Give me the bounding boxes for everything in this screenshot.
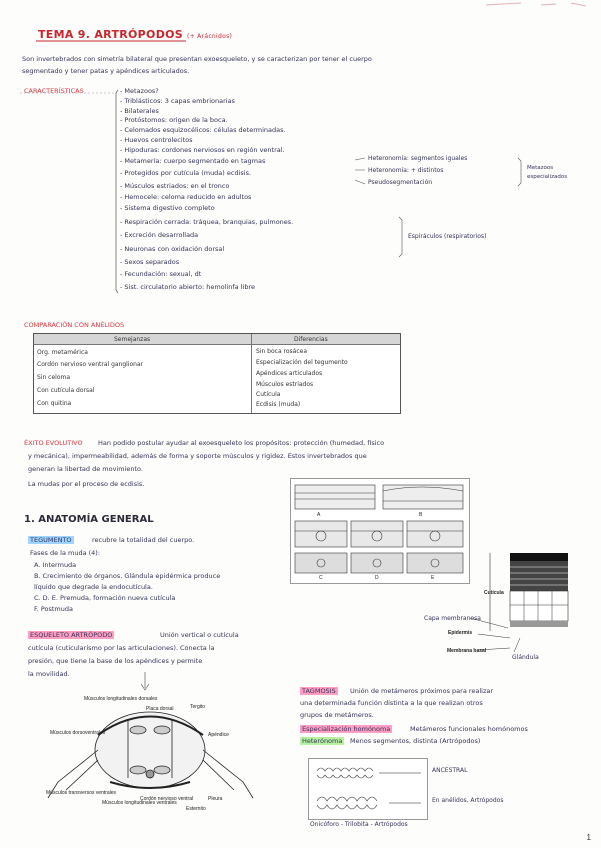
- tagmosis-line: grupos de metámeros.: [300, 711, 374, 719]
- body-label: Músculos transversos ventrales: [46, 790, 117, 796]
- molt-stages-drawing: [291, 479, 469, 583]
- caracteristicas-label: CARACTERÍSTICAS: [24, 87, 84, 95]
- tagmosis-line: una determinada función distinta a la que realizan otros: [300, 699, 483, 707]
- evolution-figure: [308, 758, 428, 820]
- tegumento-line: C. D. E. Premuda, formación nueva cutícula: [34, 594, 176, 602]
- epidermis-label: Epidermis: [448, 630, 473, 636]
- resp-note: Espiráculos (respiratorios): [408, 233, 487, 240]
- list-item: - Sist. circulatorio abierto: hemolinfa libre: [120, 283, 255, 291]
- glandula-label: Glándula: [512, 654, 539, 661]
- table-cell: Con cutícula dorsal: [37, 387, 95, 394]
- molt-label: A: [317, 512, 321, 518]
- title-tag: (+ Arácnidos): [187, 33, 233, 40]
- exito-line-3: generan la libertad de movimiento.: [28, 465, 143, 473]
- list-item: - Respiración cerrada: tráquea, branquias, pulmones.: [120, 218, 294, 226]
- table-cell: Cutícula: [256, 391, 281, 398]
- table-cell: Músculos estriados: [256, 381, 314, 388]
- tagma-side-2: especializados: [527, 174, 568, 180]
- body-label: Pleura: [208, 796, 223, 802]
- section-title: 1. ANATOMÍA GENERAL: [24, 514, 154, 525]
- table-cell: Apéndices articulados: [256, 370, 323, 377]
- list-item: - Huevos centrolecitos: [120, 136, 193, 144]
- tagmosis-line: Unión de metámeros próximos para realizar: [350, 687, 494, 695]
- evol-label-ancestral: ANCESTRAL: [432, 767, 468, 774]
- table-cell: Cordón nervioso ventral ganglionar: [37, 361, 144, 368]
- table-cell: Sin boca rosácea: [256, 348, 308, 355]
- list-item: - Músculos estriados: en el tronco: [120, 182, 230, 190]
- tegumento-label: TEGUMENTO: [30, 536, 72, 544]
- exito-label: ÉXITO EVOLUTIVO: [24, 439, 83, 447]
- molt-stages-figure: [290, 478, 470, 584]
- title-underline: [36, 40, 196, 43]
- page-header-faint: [481, 0, 591, 10]
- tagma-type-label: Especialización homónoma: [302, 725, 391, 733]
- esqueleto-line: cutícula (cuticularismo por las articulaciones). Conecta la: [28, 644, 215, 652]
- header-semejanzas: Semejanzas: [114, 336, 151, 343]
- list-item: - Excreción desarrollada: [120, 231, 199, 239]
- table-cell: Sin celoma: [37, 374, 71, 381]
- molt-label: B: [419, 512, 423, 518]
- evolution-drawing: [309, 759, 427, 819]
- tagma-type-text: Menos segmentos, distinta (Artrópodos): [350, 737, 481, 745]
- list-item: - Celomados esquizocélicos: células determinadas.: [120, 126, 286, 134]
- esqueleto-label: ESQUELETO ARTRÓPODO: [30, 631, 113, 639]
- cuticle-label: Cutícula: [484, 590, 504, 596]
- tagma-type-text: Metámeros funcionales homónomos: [410, 725, 528, 733]
- table-cell: Especialización del tegumento: [256, 359, 348, 366]
- tegumento-line: A. Intermuda: [34, 561, 77, 569]
- list-item: - Sistema digestivo completo: [120, 204, 215, 212]
- list-item: - Metazoos?: [120, 87, 159, 95]
- list-item: - Bilaterales: [120, 107, 159, 115]
- tegumento-line: B. Crecimiento de órganos. Glándula epidérmica produce: [34, 572, 221, 580]
- tagma-arrows: [355, 156, 367, 188]
- evol-caption: Onicóforo - Trilobita - Artrópodos: [310, 821, 408, 828]
- table-cell: Con quitina: [37, 400, 72, 407]
- body-label: Músculos dorsoventrales: [50, 730, 106, 736]
- membrana-basal-label: Membrana basal: [447, 648, 487, 654]
- tegumento-line: F. Postmuda: [34, 605, 73, 613]
- list-item: - Hipoduras: cordones nerviosos en región ventral.: [120, 146, 285, 154]
- tagma-note-3: Pseudosegmentación: [368, 179, 433, 186]
- esqueleto-line: la movilidad.: [28, 670, 70, 678]
- tagma-side-bracket: [517, 158, 523, 186]
- list-item: - Protegidos por cutícula (muda) ecdisis.: [120, 169, 252, 177]
- list-item: - Neuronas con oxidación dorsal: [120, 245, 225, 253]
- tegumento-line: líquido que degrade la endocutícula.: [34, 583, 153, 591]
- list-item: - Triblásticos: 3 capas embrionarias: [120, 97, 235, 105]
- caracteristicas-bracket: [115, 90, 119, 295]
- tagma-note-1: Heteronomía: segmentos iguales: [368, 155, 468, 162]
- molt-label: C: [319, 575, 323, 581]
- intro-line-1: Son invertebrados con simetría bilateral que presentan exoesqueleto, y se caracterizan por tener el cuerpo: [22, 55, 372, 63]
- body-label: Tergito: [190, 704, 206, 710]
- comparison-table: [33, 333, 401, 414]
- resp-bracket: [398, 217, 406, 257]
- intro-line-2: segmentado y tener patas y apéndices articulados.: [22, 67, 190, 75]
- header-diferencias: Diferencias: [294, 336, 328, 343]
- tagmosis-label: TAGMOSIS: [302, 687, 336, 695]
- exito-line-4: La mudas por el proceso de ecdisis.: [28, 480, 145, 488]
- tagma-side-1: Metazoos: [527, 165, 554, 171]
- body-label: Placa dorsal: [146, 706, 174, 712]
- table-divider: [251, 334, 252, 413]
- capa-membranosa-label: Capa membranosa: [424, 615, 481, 622]
- evol-label-anelidos: En anélidos, Artrópodos: [432, 797, 504, 804]
- table-cell: Ecdisis (muda): [256, 401, 301, 408]
- list-item: - Protóstomos: origen de la boca.: [120, 116, 228, 124]
- body-label: Cordón nervioso ventral: [140, 796, 194, 802]
- caracteristicas-leader: [20, 92, 120, 95]
- tegumento-line: recubre la totalidad del cuerpo.: [92, 536, 195, 544]
- list-item: - Sexos separados: [120, 258, 180, 266]
- exito-line-2: y mecánica), impermeabilidad, además de forma y soporte músculos y rigidez. Estos invertebrados que: [28, 452, 367, 460]
- molt-label: E: [431, 575, 435, 581]
- esqueleto-line: presión, que tiene la base de los apéndices y permite: [28, 657, 203, 665]
- body-label: Esternito: [186, 806, 206, 812]
- body-label: Músculos longitudinales ventrales: [102, 800, 177, 806]
- title-text: TEMA 9. ARTRÓPODOS: [38, 28, 183, 41]
- cuticle-leaders: [470, 590, 530, 660]
- table-cell: Org. metamérica: [37, 349, 88, 356]
- molt-label: D: [375, 575, 379, 581]
- tegumento-line: Fases de la muda (4):: [30, 549, 101, 557]
- comparison-label: COMPARACIÓN CON ANÉLIDOS: [24, 321, 125, 329]
- body-label: Apéndice: [208, 732, 229, 738]
- arrow-down-icon: [140, 672, 150, 692]
- body-label: Músculos longitudinales dorsales: [84, 696, 158, 702]
- list-item: - Fecundación: sexual, dt: [120, 270, 202, 278]
- list-item: - Hemocele: celoma reducido en adultos: [120, 193, 252, 201]
- list-item: - Metamería: cuerpo segmentado en tagmas: [120, 157, 266, 165]
- esqueleto-line: Unión vertical o cutícula: [160, 631, 239, 639]
- tagma-type-label: Heterónoma: [302, 737, 343, 745]
- tagma-note-2: Heteronomía: + distintos: [368, 167, 444, 174]
- table-header: [34, 334, 400, 345]
- exito-line-1: Han podido postular ayudar al exoesqueleto los propósitos: protección (humedad, físico: [98, 439, 385, 447]
- page-number: 1: [586, 833, 591, 842]
